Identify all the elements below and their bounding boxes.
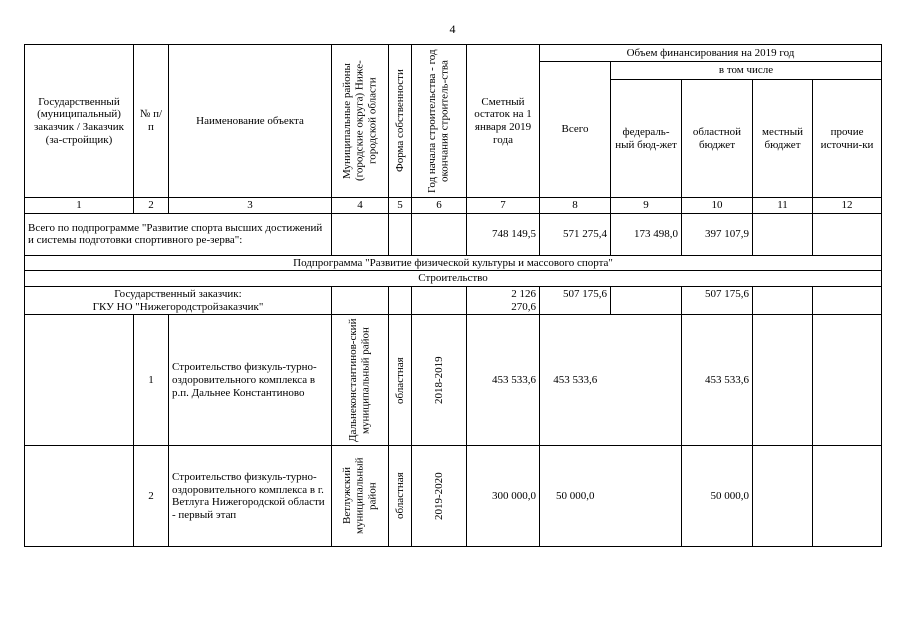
customer-years bbox=[412, 286, 467, 314]
total-label: Всего по подпрограмме "Развитие спорта высших достижений и системы подготовки спортивного ре-зерва": bbox=[25, 213, 332, 255]
customer-ownership bbox=[389, 286, 412, 314]
col-number: 9 bbox=[611, 198, 682, 214]
object-district bbox=[332, 315, 389, 446]
header-row-1 bbox=[25, 45, 882, 62]
customer-federal bbox=[611, 286, 682, 314]
object-ownership bbox=[389, 446, 412, 547]
header-districts-text: Муниципальные районы (городские округа) Ниже-городской области bbox=[341, 60, 379, 182]
object-customer bbox=[25, 446, 134, 547]
object-row bbox=[25, 315, 882, 446]
column-numbers-row bbox=[25, 198, 882, 214]
header-balance: Сметный остаток на 1 января 2019 года bbox=[467, 45, 540, 198]
customer-balance-line2: 270,6 bbox=[511, 300, 536, 313]
object-name: Строительство физкуль-турно-оздоровительного комплекса в р.п. Дальнее Константиново bbox=[169, 315, 332, 446]
header-number: № п/п bbox=[134, 45, 169, 198]
total-regional: 397 107,9 bbox=[682, 213, 753, 255]
total-balance: 748 149,5 bbox=[467, 213, 540, 255]
total-ownership bbox=[389, 213, 412, 255]
header-districts bbox=[332, 45, 389, 198]
object-district-text: Ветлужский муниципальный район bbox=[341, 457, 379, 535]
financing-table bbox=[24, 44, 882, 547]
total-federal: 173 498,0 bbox=[611, 213, 682, 255]
customer-label-line1: Государственный заказчик: bbox=[114, 287, 242, 300]
subprogram-row bbox=[25, 255, 882, 271]
object-name: Строительство физкуль-турно-оздоровительного комплекса в г. Ветлуга Нижегородской области - первый этап bbox=[169, 446, 332, 547]
object-balance: 300 000,0 bbox=[467, 446, 540, 547]
total-local bbox=[753, 213, 813, 255]
col-number: 11 bbox=[753, 198, 813, 214]
customer-balance-line1: 2 126 bbox=[511, 287, 536, 300]
header-customer: Государственный (муниципальный) заказчик / Заказчик (за-стройщик) bbox=[25, 45, 134, 198]
col-number: 5 bbox=[389, 198, 412, 214]
col-number: 7 bbox=[467, 198, 540, 214]
header-regional: областной бюджет bbox=[682, 80, 753, 198]
object-local bbox=[753, 315, 813, 446]
object-local bbox=[753, 446, 813, 547]
object-ownership-text: областная bbox=[393, 356, 406, 404]
header-funding: Объем финансирования на 2019 год bbox=[540, 45, 882, 62]
total-row bbox=[25, 213, 882, 255]
object-ownership-text: областная bbox=[393, 472, 406, 520]
col-number: 8 bbox=[540, 198, 611, 214]
header-years-text: Год начала строительства - год окончания строитель-ства bbox=[426, 49, 451, 193]
col-number: 6 bbox=[412, 198, 467, 214]
header-ownership-text: Форма собственности bbox=[393, 69, 406, 173]
customer-label bbox=[25, 286, 332, 314]
customer-local bbox=[753, 286, 813, 314]
page-number: 4 bbox=[449, 22, 456, 36]
object-regional: 50 000,0 bbox=[682, 446, 753, 547]
object-balance: 453 533,6 bbox=[467, 315, 540, 446]
total-years bbox=[412, 213, 467, 255]
col-number: 12 bbox=[813, 198, 882, 214]
header-local: местный бюджет bbox=[753, 80, 813, 198]
header-federal: федераль-ный бюд-жет bbox=[611, 80, 682, 198]
customer-regional: 507 175,6 bbox=[682, 286, 753, 314]
total-all: 571 275,4 bbox=[540, 213, 611, 255]
customer-label-line2: ГКУ НО "Нижегородстройзаказчик" bbox=[92, 300, 264, 313]
object-district bbox=[332, 446, 389, 547]
object-ownership bbox=[389, 315, 412, 446]
object-years-text: 2018-2019 bbox=[432, 356, 445, 405]
total-districts bbox=[332, 213, 389, 255]
object-row bbox=[25, 446, 882, 547]
object-total: 453 533,6 bbox=[540, 315, 611, 446]
header-including: в том числе bbox=[611, 62, 882, 80]
object-years bbox=[412, 315, 467, 446]
section-row bbox=[25, 271, 882, 287]
customer-total: 507 175,6 bbox=[540, 286, 611, 314]
col-number: 10 bbox=[682, 198, 753, 214]
object-number: 2 bbox=[134, 446, 169, 547]
object-years-text: 2019-2020 bbox=[432, 472, 445, 521]
header-object-name: Наименование объекта bbox=[169, 45, 332, 198]
object-federal bbox=[611, 315, 682, 446]
object-regional: 453 533,6 bbox=[682, 315, 753, 446]
header-other: прочие источни-ки bbox=[813, 80, 882, 198]
col-number: 4 bbox=[332, 198, 389, 214]
object-federal bbox=[611, 446, 682, 547]
object-other bbox=[813, 446, 882, 547]
customer-districts bbox=[332, 286, 389, 314]
header-years bbox=[412, 45, 467, 198]
object-number: 1 bbox=[134, 315, 169, 446]
object-years bbox=[412, 446, 467, 547]
header-total: Всего bbox=[540, 62, 611, 198]
object-customer bbox=[25, 315, 134, 446]
customer-balance bbox=[467, 286, 540, 314]
subprogram-title: Подпрограмма "Развитие физической культуры и массового спорта" bbox=[25, 255, 882, 271]
col-number: 3 bbox=[169, 198, 332, 214]
object-other bbox=[813, 315, 882, 446]
header-ownership bbox=[389, 45, 412, 198]
col-number: 1 bbox=[25, 198, 134, 214]
object-total: 50 000,0 bbox=[540, 446, 611, 547]
col-number: 2 bbox=[134, 198, 169, 214]
section-title: Строительство bbox=[25, 271, 882, 287]
total-other bbox=[813, 213, 882, 255]
customer-row bbox=[25, 286, 882, 314]
customer-other bbox=[813, 286, 882, 314]
object-district-text: Дальнеконстантинов-ский муниципальный район bbox=[347, 318, 372, 442]
